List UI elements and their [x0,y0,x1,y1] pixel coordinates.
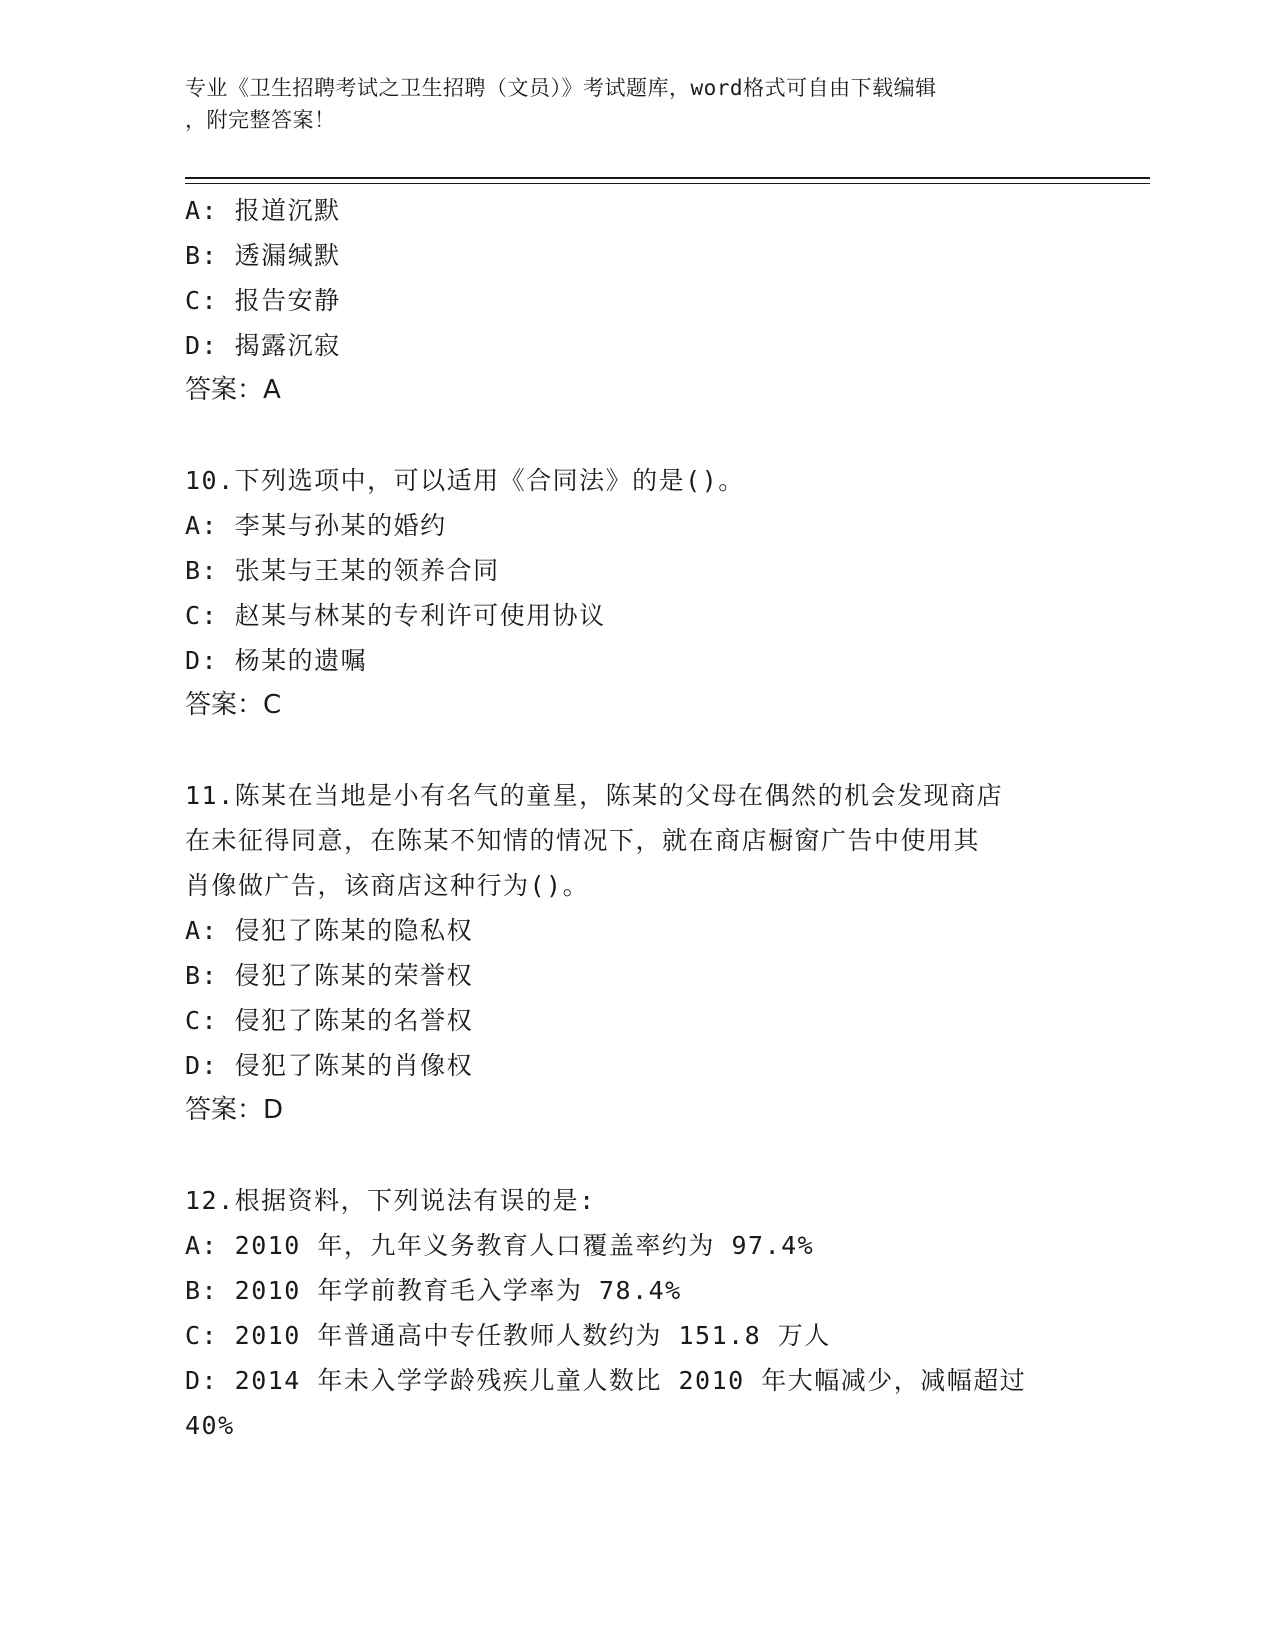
option-c: C: 赵某与林某的专利许可使用协议 [185,601,606,630]
option-d: D: 2014 年未入学学龄残疾儿童人数比 2010 年大幅减少，减幅超过 [185,1366,1027,1395]
option-b: B: 侵犯了陈某的荣誉权 [185,961,474,990]
question-stem-line-2: 在未征得同意，在陈某不知情的情况下，就在商店橱窗广告中使用其 [185,826,981,855]
option-b: B: 张某与王某的领养合同 [185,556,500,585]
question-10 [185,458,1065,728]
answer-line: 答案：D [185,1095,284,1125]
option-b: B: 透漏缄默 [185,241,341,270]
question-stem-line-3: 肖像做广告，该商店这种行为()。 [185,871,590,900]
spacer [185,728,1065,773]
header-divider-thick [185,177,1150,179]
answer-line: 答案：A [185,375,281,405]
question-stem: 12.根据资料，下列说法有误的是: [185,1186,596,1215]
option-c: C: 2010 年普通高中专任教师人数约为 151.8 万人 [185,1321,831,1350]
header-title-line-1: 专业《卫生招聘考试之卫生招聘（文员）》考试题库，word格式可自由下载编辑 [185,76,937,100]
question-stem-line-1: 11.陈某在当地是小有名气的童星，陈某的父母在偶然的机会发现商店 [185,781,1004,810]
option-d-continued: 40% [185,1411,235,1440]
question-12 [185,1178,1065,1448]
document-header [185,72,1065,136]
option-a: A: 李某与孙某的婚约 [185,511,447,540]
question-11 [185,773,1065,1133]
question-9 [185,188,1065,413]
answer-line: 答案：C [185,690,282,720]
option-a: A: 侵犯了陈某的隐私权 [185,916,474,945]
option-a: A: 报道沉默 [185,196,341,225]
option-a: A: 2010 年，九年义务教育人口覆盖率约为 97.4% [185,1231,815,1260]
option-d: D: 侵犯了陈某的肖像权 [185,1051,474,1080]
spacer [185,1133,1065,1178]
question-stem: 10.下列选项中，可以适用《合同法》的是()。 [185,466,745,495]
header-title-line-2: ，附完整答案！ [185,108,336,132]
spacer [185,413,1065,458]
option-c: C: 报告安静 [185,286,341,315]
option-d: D: 杨某的遗嘱 [185,646,368,675]
option-d: D: 揭露沉寂 [185,331,341,360]
option-c: C: 侵犯了陈某的名誉权 [185,1006,474,1035]
option-b: B: 2010 年学前教育毛入学率为 78.4% [185,1276,682,1305]
header-divider-thin [185,183,1150,184]
question-content [185,188,1065,1448]
